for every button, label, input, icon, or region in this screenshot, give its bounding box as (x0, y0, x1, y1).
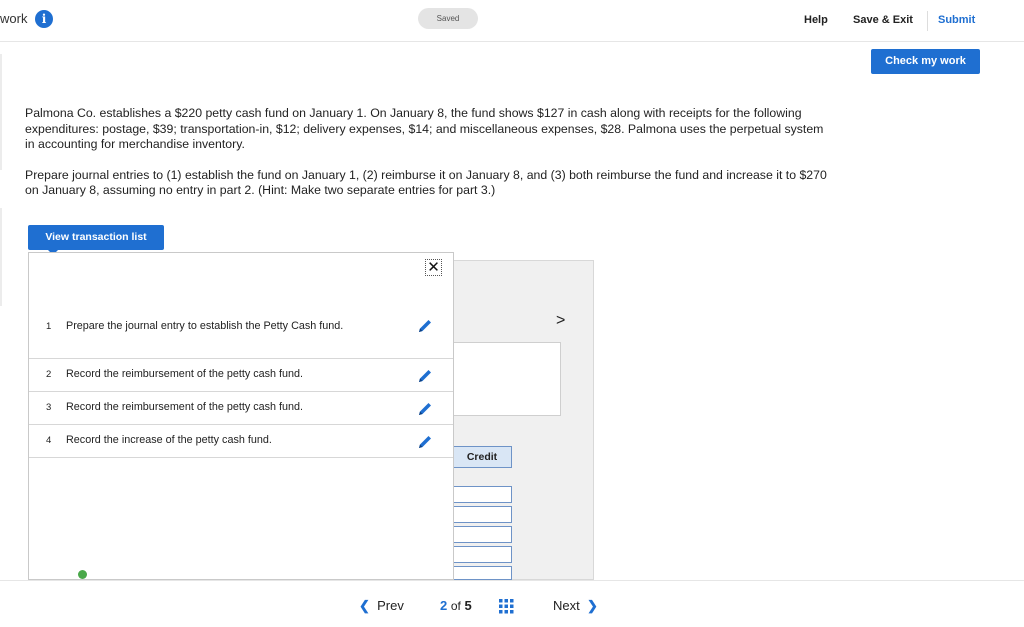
transaction-row[interactable] (29, 392, 453, 425)
chevron-right-icon: ❯ (586, 598, 598, 613)
submit-button[interactable]: Submit (938, 14, 976, 26)
worksheet-next-arrow[interactable]: > (556, 312, 566, 329)
close-icon[interactable]: ✕ (425, 259, 442, 276)
grid-icon[interactable] (499, 599, 514, 614)
top-divider (927, 11, 928, 31)
transaction-text: Prepare the journal entry to establish the Petty Cash fund. (66, 320, 344, 332)
saved-status-badge: Saved (418, 8, 478, 29)
pencil-icon[interactable] (417, 434, 433, 450)
chevron-left-icon: ❮ (359, 598, 370, 613)
current-page: 2 (440, 598, 448, 613)
check-my-work-button[interactable]: Check my work (871, 49, 980, 74)
credit-input[interactable] (452, 566, 512, 580)
total-pages: 5 (464, 598, 472, 613)
credit-input[interactable] (452, 506, 512, 523)
info-icon[interactable]: i (35, 10, 53, 28)
credit-column-header: Credit (452, 446, 512, 468)
top-bar (0, 0, 1024, 42)
worksheet-entry-box (452, 342, 561, 416)
credit-input[interactable] (452, 486, 512, 503)
left-divider (0, 208, 2, 306)
pencil-icon[interactable] (417, 401, 433, 417)
credit-input[interactable] (452, 526, 512, 543)
transaction-row[interactable] (29, 302, 453, 359)
problem-statement (25, 106, 835, 214)
left-divider (0, 54, 2, 170)
save-exit-button[interactable]: Save & Exit (853, 14, 913, 26)
transaction-text: Record the reimbursement of the petty cash fund. (66, 368, 304, 380)
transaction-text: Record the increase of the petty cash fund. (66, 434, 272, 446)
problem-paragraph-1: Palmona Co. establishes a $220 petty cash fund on January 1. On January 8, the fund shows $127 in cash along with receipts for the following expenditures: postage, $39; transportation-in, $12; delivery expenses, $14; and miscellaneous expenses, $28. Palmona uses the perpetual system in accounting for merchandise inventory. (25, 106, 824, 151)
credit-input[interactable] (452, 546, 512, 563)
transaction-number: 3 (46, 402, 52, 413)
prev-label: Prev (377, 598, 404, 613)
transaction-number: 4 (46, 435, 52, 446)
page-indicator (440, 598, 472, 613)
transaction-number: 2 (46, 369, 52, 380)
next-button[interactable] (553, 598, 598, 614)
transaction-number: 1 (46, 321, 52, 332)
prev-button[interactable] (359, 598, 404, 614)
page-of-label: of (450, 599, 461, 613)
help-button[interactable]: Help (804, 14, 828, 26)
assignment-title: work (0, 11, 28, 26)
transaction-list-popup (28, 252, 454, 580)
problem-paragraph-2: Prepare journal entries to (1) establish the fund on January 1, (2) reimburse it on January 8, and (3) both reimburse the fund and increase it to $270 on January 8, assuming no entry in part 2. (Hint: Make two separate entries for part 3.) (25, 167, 827, 197)
status-dot (78, 570, 87, 579)
next-label: Next (553, 598, 580, 613)
view-transaction-list-button[interactable]: View transaction list (28, 225, 164, 250)
pencil-icon[interactable] (417, 318, 433, 334)
transaction-row[interactable] (29, 425, 453, 458)
transaction-text: Record the reimbursement of the petty cash fund. (66, 401, 304, 413)
pencil-icon[interactable] (417, 368, 433, 384)
transaction-row[interactable] (29, 359, 453, 392)
